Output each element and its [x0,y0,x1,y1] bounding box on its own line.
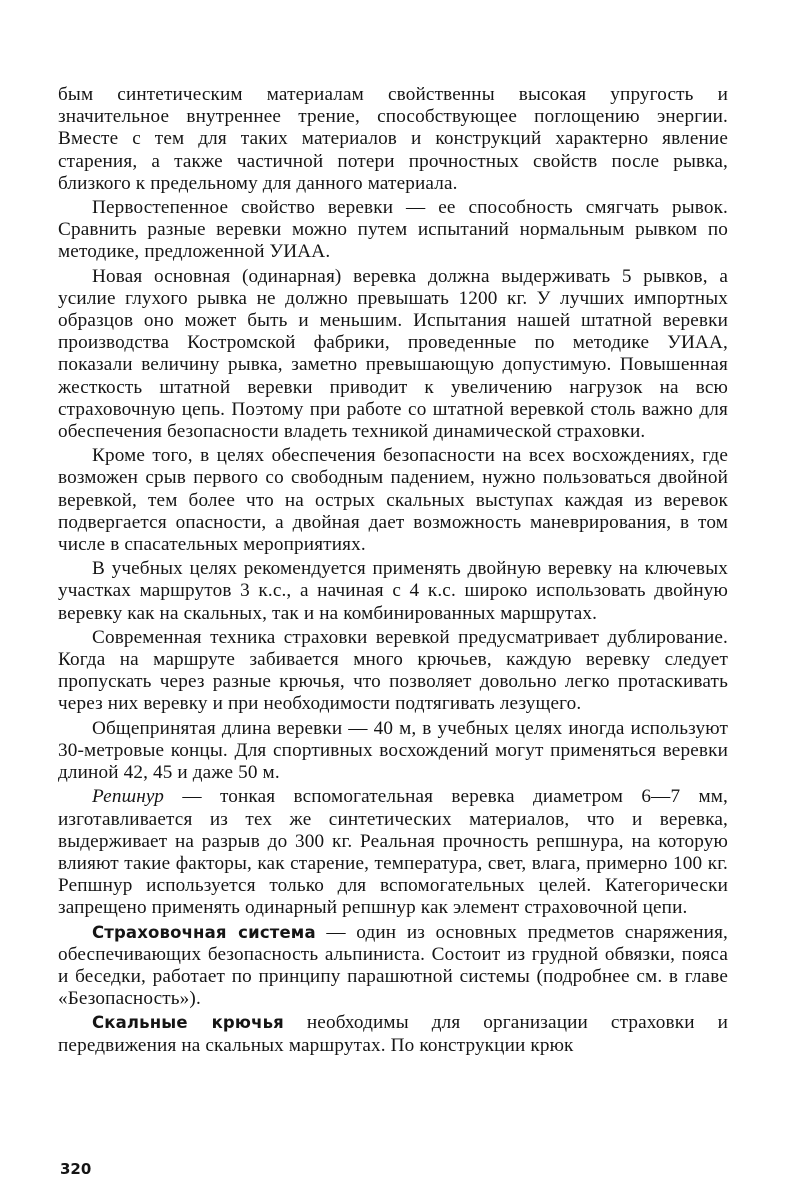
term-repshnur: Репшнур [92,786,165,808]
paragraph-harness: Страховочная система — один из основных предметов снаряжения, обеспечивающих безопасность альпиниста. Состоит из грудной обвязки, пояса и беседки, работает по принципу парашютной системы (подробнее см. в главе «Безопасность»). [58,921,728,1010]
paragraph-repshnur: Репшнур — тонкая вспомогательная веревка диаметром 6—7 мм, изготавливается из тех же синтетических материалов, что и веревка, выдерживает на разрыв до 300 кг. Реальная прочность репшнура, на которую влияют такие факторы, как старение, температура, свет, влага, примерно 100 кг. Репшнур используется только для вспомогательных целей. Категорически запрещено применять одинарный репшнур как элемент страховочной цепи. [58,786,728,919]
page-number: 320 [60,1160,92,1178]
paragraph-pitons: Скальные крючья необходимы для организации страховки и передвижения на скальных маршрутах. По конструкции крюк [58,1012,729,1056]
paragraph-training: В учебных целях рекомендуется применять двойную веревку на ключевых участках маршрутов 3 к.с., а начиная с 4 к.с. широко использовать двойную веревку как на скальных, так и на комбинированных маршрутах. [58,558,728,624]
page-body [58,84,728,1057]
term-harness: Страховочная система [92,922,316,942]
term-pitons: Скальные крючья [92,1013,284,1033]
paragraph-technique: Современная техника страховки веревкой предусматривает дублирование. Когда на маршруте забивается много крючьев, каждую веревку следует пропускать через разные крючья, что позволяет довольно легко протаскивать через них веревку и при необходимости подтягивать лезущего. [58,626,728,715]
paragraph-rope-length: Общепринятая длина веревки — 40 м, в учебных целях иногда используют 30-метровые концы. Для спортивных восхождений могут применяться веревки длиной 42, 45 и даже 50 м. [58,717,728,784]
paragraph-double-rope: Кроме того, в целях обеспечения безопасности на всех восхождениях, где возможен срыв первого со свободным падением, нужно пользоваться двойной веревкой, тем более что на острых скальных выступах каждая из веревок подвергается опасности, а двойная дает возможность маневрирования, в том числе в спасательных мероприятиях. [58,445,728,556]
paragraph-main-rope: Новая основная (одинарная) веревка должна выдерживать 5 рывков, а усилие глухого рывка не должно превышать 1200 кг. У лучших импортных образцов оно может быть и меньшим. Испытания нашей штатной веревки производства Костромской фабрики, проведенные по методике УИАА, показали величину рывка, заметно превышающую допустимую. Повышенная жесткость штатной веревки приводит к увеличению нагрузок на всю страховочную цепь. Поэтому при работе со штатной веревкой столь важно для обеспечения безопасности владеть техникой динамической страховки. [58,265,728,443]
paragraph-rope-property: Первостепенное свойство веревки — ее способность смягчать рывок. Сравнить разные веревки можно путем испытаний нормальным рывком по методике, предложенной УИАА. [58,197,728,263]
paragraph-continuation: бым синтетическим материалам свойственны высокая упругость и значительное внутреннее трение, способствующее поглощению энергии. Вместе с тем для таких материалов и конструкций характерно явление старения, а также частичной потери прочностных свойств после рывка, близкого к предельному для данного материала. [58,84,728,194]
